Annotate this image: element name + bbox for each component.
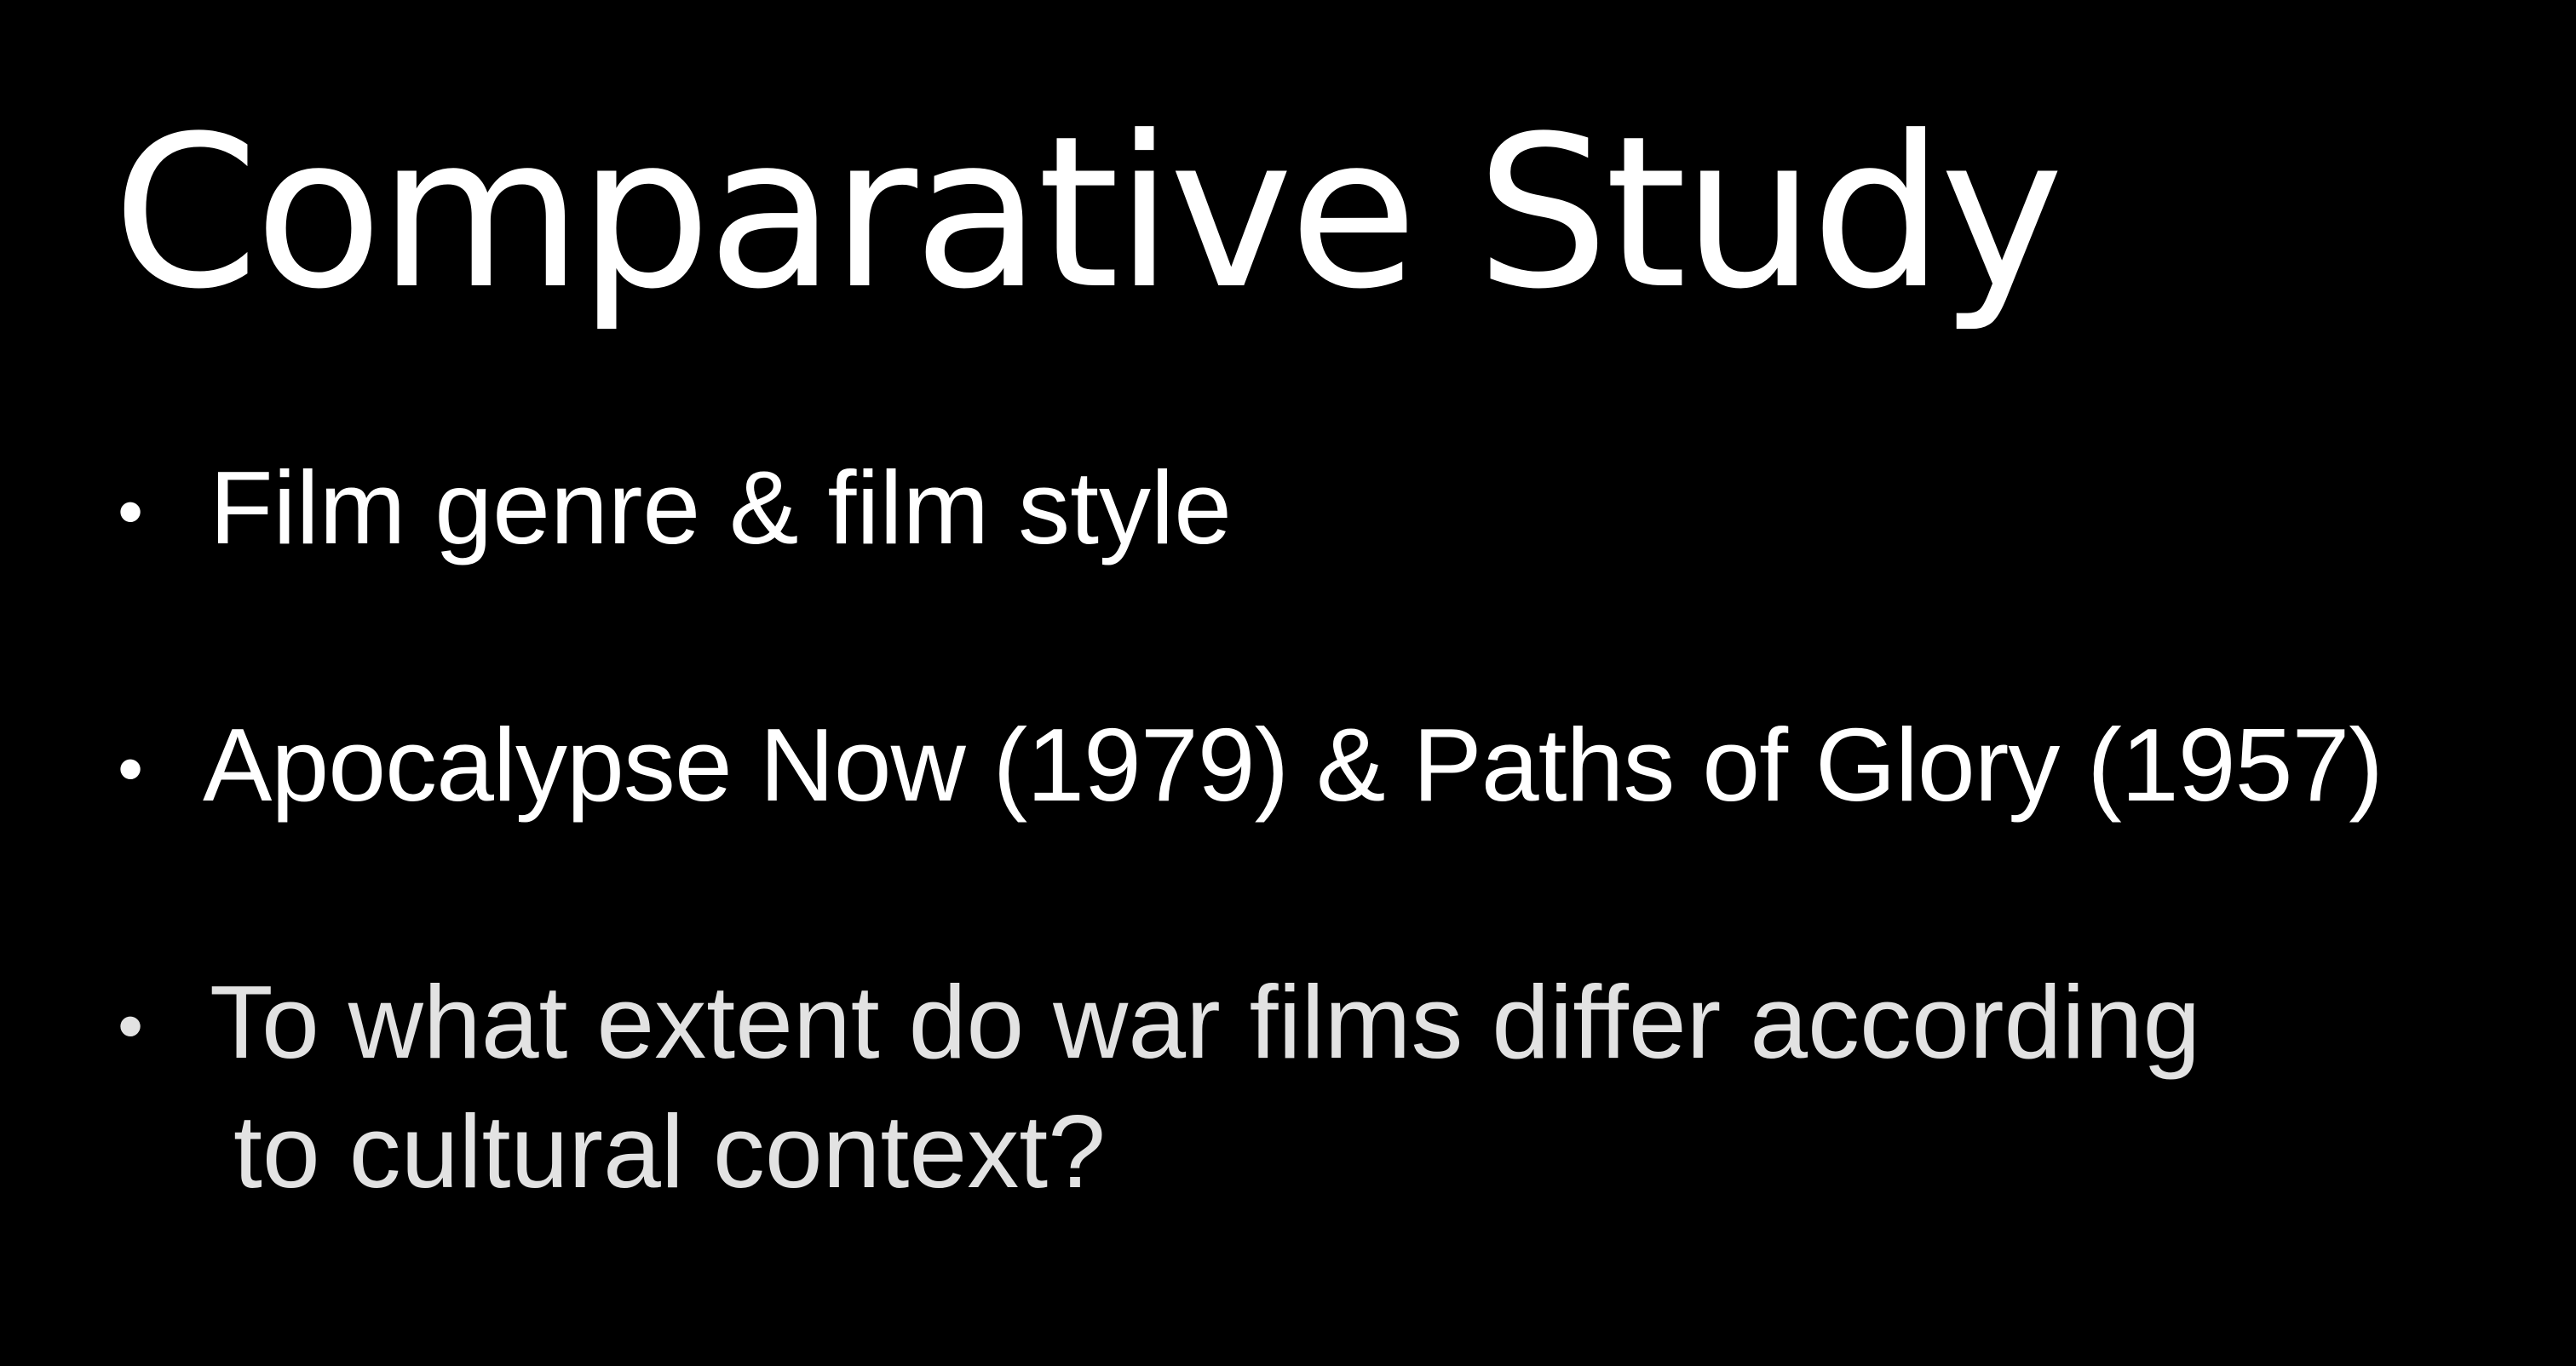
bullet-marker-icon: • xyxy=(118,471,144,553)
bullet-text: Film genre & film style xyxy=(210,450,1232,565)
bullet-marker-icon: • xyxy=(118,728,144,810)
bullet-text: Apocalypse Now (1979) & Paths of Glory (1957) xyxy=(203,707,2383,823)
bullet-text-line-2: to cultural context? xyxy=(233,1093,1107,1209)
slide-title: Comparative Study xyxy=(112,92,2060,336)
bullet-text xyxy=(210,957,2441,1216)
bullet-marker-icon: • xyxy=(118,985,144,1067)
bullet-item-film-genre xyxy=(118,443,2554,572)
bullet-item-research-question xyxy=(118,957,2554,1216)
bullet-text-line-1: To what extent do war films differ according xyxy=(210,964,2201,1080)
bullet-item-films-compared xyxy=(118,700,2554,829)
